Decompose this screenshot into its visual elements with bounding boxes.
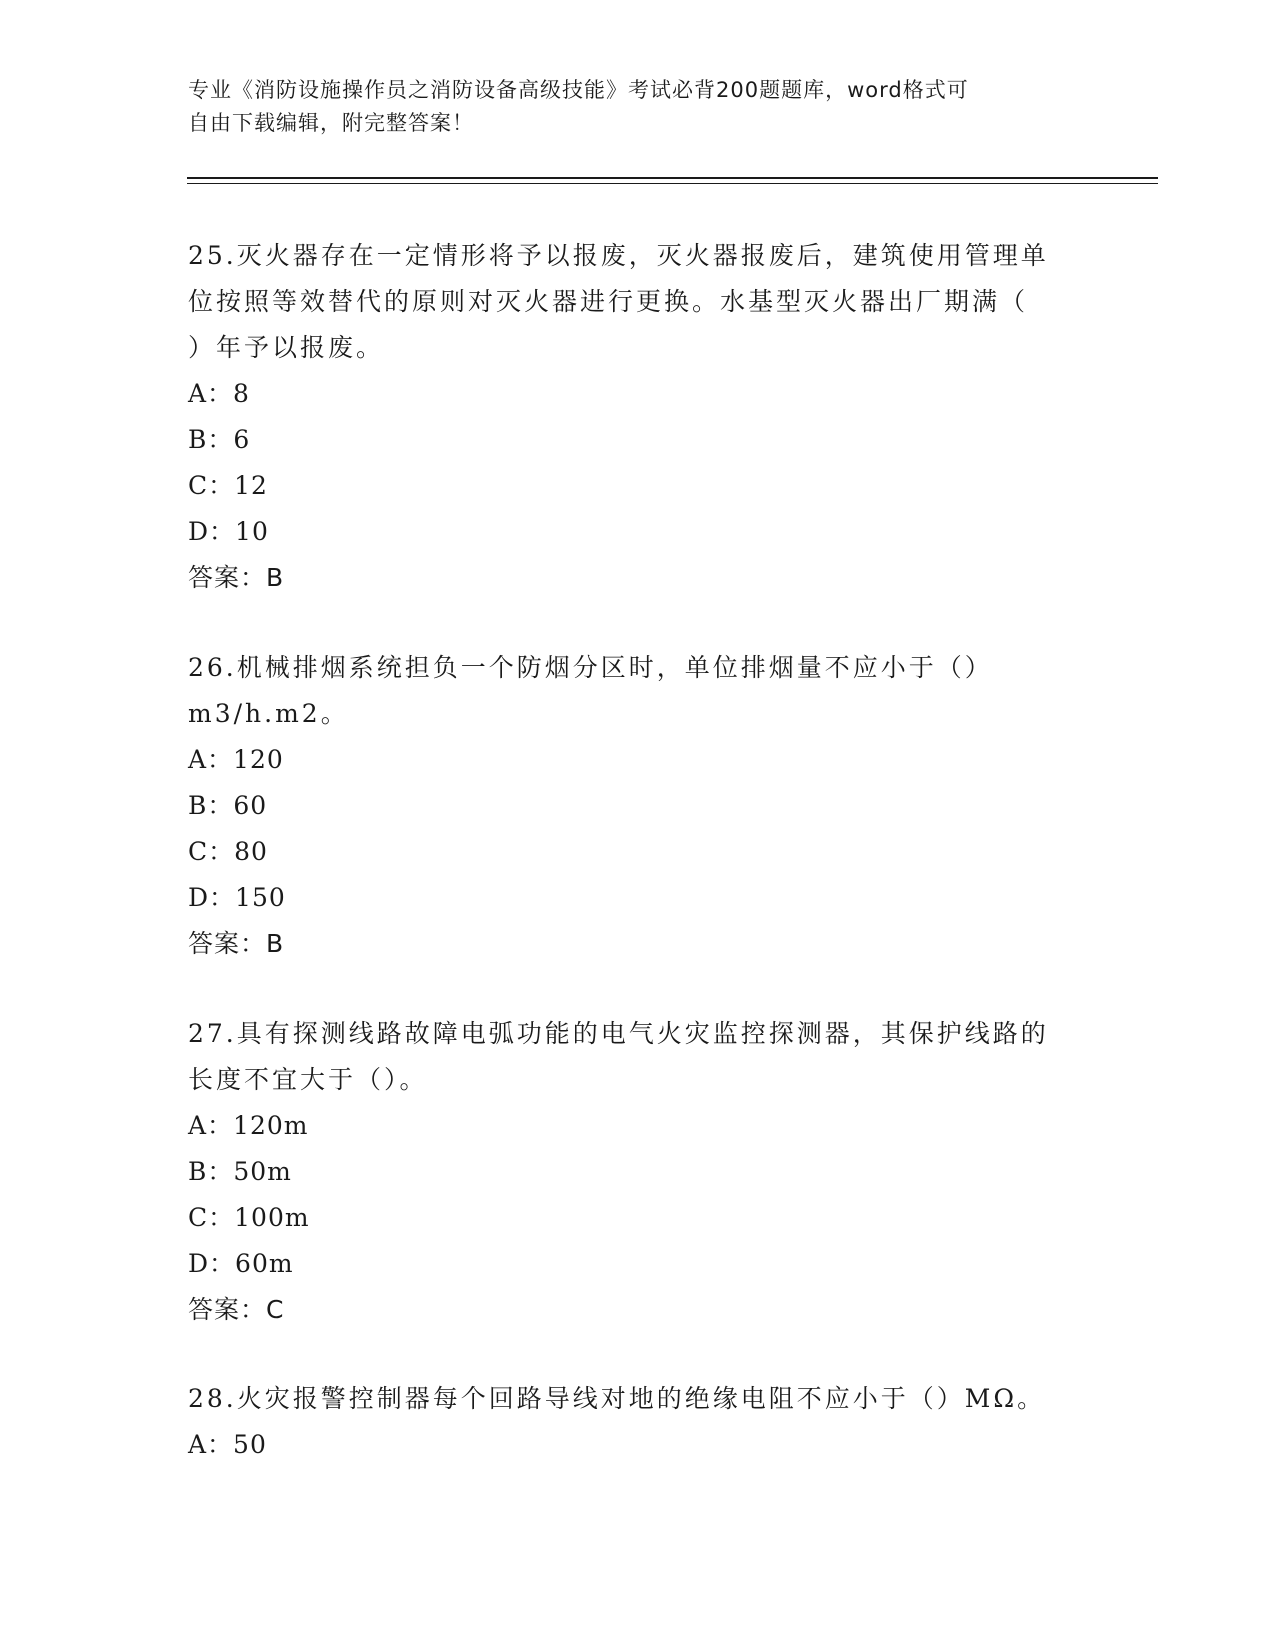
option-c: C：12	[188, 471, 268, 500]
question-text-line: m3/h.m2。	[188, 699, 349, 728]
answer-line: 答案：B	[188, 929, 285, 958]
option-d: D：10	[188, 517, 269, 546]
question-25	[188, 233, 1088, 601]
option-a: A：120	[188, 745, 284, 774]
option-d: D：60m	[188, 1249, 294, 1278]
option-a: A：8	[188, 379, 250, 408]
header-line-2: 自由下载编辑，附完整答案！	[188, 111, 474, 135]
answer-line: 答案：B	[188, 563, 285, 592]
question-text-line: 25.灭火器存在一定情形将予以报废，灭火器报废后，建筑使用管理单	[188, 241, 1049, 270]
question-27	[188, 1011, 1088, 1333]
question-text-line: 28.火灾报警控制器每个回路导线对地的绝缘电阻不应小于（）MΩ。	[188, 1384, 1046, 1413]
answer-line: 答案：C	[188, 1295, 285, 1324]
header-line-1: 专业《消防设施操作员之消防设备高级技能》考试必背200题题库，word格式可	[188, 78, 969, 102]
question-text-line: 长度不宜大于（）。	[188, 1065, 428, 1094]
question-text-line: 26.机械排烟系统担负一个防烟分区时，单位排烟量不应小于（）	[188, 653, 993, 682]
option-c: C：100m	[188, 1203, 310, 1232]
question-26	[188, 645, 1088, 967]
option-b: B：60	[188, 791, 268, 820]
option-b: B：50m	[188, 1157, 292, 1186]
document-header	[188, 74, 1068, 140]
option-a: A：120m	[188, 1111, 309, 1140]
header-divider-thin	[187, 183, 1158, 184]
header-divider-thick	[187, 177, 1158, 179]
question-text-line: 27.具有探测线路故障电弧功能的电气火灾监控探测器，其保护线路的	[188, 1019, 1049, 1048]
question-text-line: 位按照等效替代的原则对灭火器进行更换。水基型灭火器出厂期满（	[188, 287, 1029, 316]
question-text-line: ）年予以报废。	[188, 333, 385, 362]
question-28	[188, 1376, 1088, 1468]
option-c: C：80	[188, 837, 268, 866]
option-b: B：6	[188, 425, 251, 454]
option-a: A：50	[188, 1430, 267, 1459]
option-d: D：150	[188, 883, 286, 912]
